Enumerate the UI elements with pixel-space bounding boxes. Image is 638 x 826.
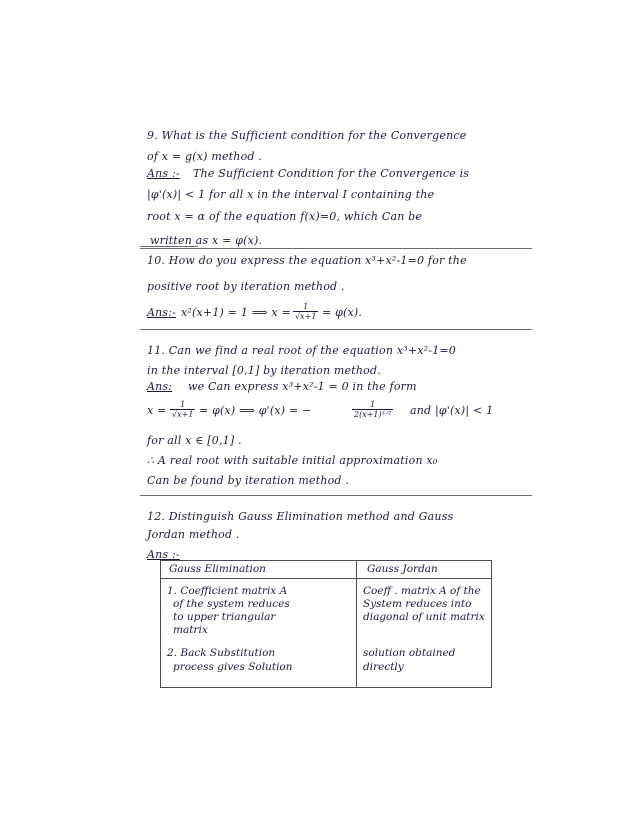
q9-underline-rule bbox=[140, 246, 198, 247]
table-cell-r1-left-3: to upper triangular bbox=[173, 611, 276, 623]
q9-answer-label: Ans :- bbox=[147, 167, 180, 180]
section-divider-3 bbox=[140, 495, 532, 496]
comparison-table bbox=[160, 560, 492, 688]
table-cell-r1-right-2: System reduces into bbox=[363, 598, 472, 610]
table-cell-r1-left-2: of the system reduces bbox=[173, 598, 290, 610]
q11-question-line1: 11. Can we find a real root of the equation x³+x²-1=0 bbox=[147, 344, 457, 357]
q11-answer-line2c: and |φ'(x)| < 1 bbox=[410, 404, 494, 417]
table-cell-r1-right-1: Coeff . matrix A of the bbox=[363, 585, 481, 597]
q10-question-line2: positive root by iteration method . bbox=[147, 280, 345, 293]
q11-answer-line1: we Can express x³+x²-1 = 0 in the form bbox=[188, 380, 417, 393]
table-column-divider bbox=[356, 561, 357, 687]
table-cell-r1-right-3: diagonal of unit matrix bbox=[363, 611, 485, 623]
table-header-gauss-elimination: Gauss Elimination bbox=[169, 563, 266, 575]
q11-fraction-1-denominator: √x+1 bbox=[172, 410, 194, 419]
q11-answer-line4: ∴ A real root with suitable initial approximation x₀ bbox=[147, 454, 438, 467]
q11-fraction-2 bbox=[352, 400, 393, 419]
q12-question-line1: 12. Distinguish Gauss Elimination method and Gauss bbox=[147, 510, 454, 523]
q9-question-line1: 9. What is the Sufficient condition for the Convergence bbox=[147, 129, 467, 142]
section-divider-1 bbox=[140, 248, 532, 249]
q12-answer-label: Ans :- bbox=[147, 548, 180, 561]
table-cell-r2-right-2: directly bbox=[363, 661, 404, 673]
table-cell-r1-left-1: 1. Coefficient matrix A bbox=[167, 585, 288, 597]
q9-question-line2: of x = g(x) method . bbox=[147, 150, 263, 163]
q11-fraction-2-numerator: 1 bbox=[352, 400, 393, 410]
q9-answer-line2: |φ'(x)| < 1 for all x in the interval I containing the bbox=[147, 188, 435, 201]
table-cell-r2-left-2: process gives Solution bbox=[173, 661, 293, 673]
q11-answer-line3: for all x ∈ [0,1] . bbox=[147, 434, 242, 447]
q11-answer-line2a: x = bbox=[147, 404, 167, 417]
q10-answer-line1b: = φ(x). bbox=[322, 306, 363, 319]
q11-answer-label: Ans: bbox=[147, 380, 173, 393]
table-cell-r1-left-4: matrix bbox=[173, 624, 208, 636]
q10-fraction bbox=[293, 302, 318, 321]
q11-question-line2: in the interval [0,1] by iteration method. bbox=[147, 364, 381, 377]
table-header-divider bbox=[161, 578, 491, 579]
q11-answer-line5: Can be found by iteration method . bbox=[147, 474, 350, 487]
q10-fraction-numerator: 1 bbox=[293, 302, 318, 312]
table-header-gauss-jordan: Gauss Jordan bbox=[367, 563, 438, 575]
q10-answer-label: Ans:- bbox=[147, 306, 177, 319]
q9-answer-line4: written as x = φ(x). bbox=[150, 234, 263, 247]
q9-answer-line3: root x = α of the equation f(x)=0, which Can be bbox=[147, 210, 423, 223]
q11-fraction-1-numerator: 1 bbox=[170, 400, 195, 410]
table-cell-r2-left-1: 2. Back Substitution bbox=[167, 647, 276, 659]
q10-answer-line1a: x²(x+1) = 1 ⟹ x = bbox=[181, 306, 291, 319]
q12-question-line2: Jordan method . bbox=[147, 528, 240, 541]
q11-fraction-2-denominator: 2(x+1)³ᐟ² bbox=[354, 410, 392, 419]
q11-fraction-1 bbox=[170, 400, 195, 419]
table-cell-r2-right-1: solution obtained bbox=[363, 647, 456, 659]
q10-question-line1: 10. How do you express the equation x³+x²-1=0 for the bbox=[147, 254, 467, 267]
q10-fraction-denominator: √x+1 bbox=[295, 312, 317, 321]
section-divider-2 bbox=[140, 329, 532, 330]
q11-answer-line2b: = φ(x) ⟹ φ'(x) = − bbox=[199, 404, 312, 417]
q9-answer-line1: The Sufficient Condition for the Convergence is bbox=[193, 167, 470, 180]
